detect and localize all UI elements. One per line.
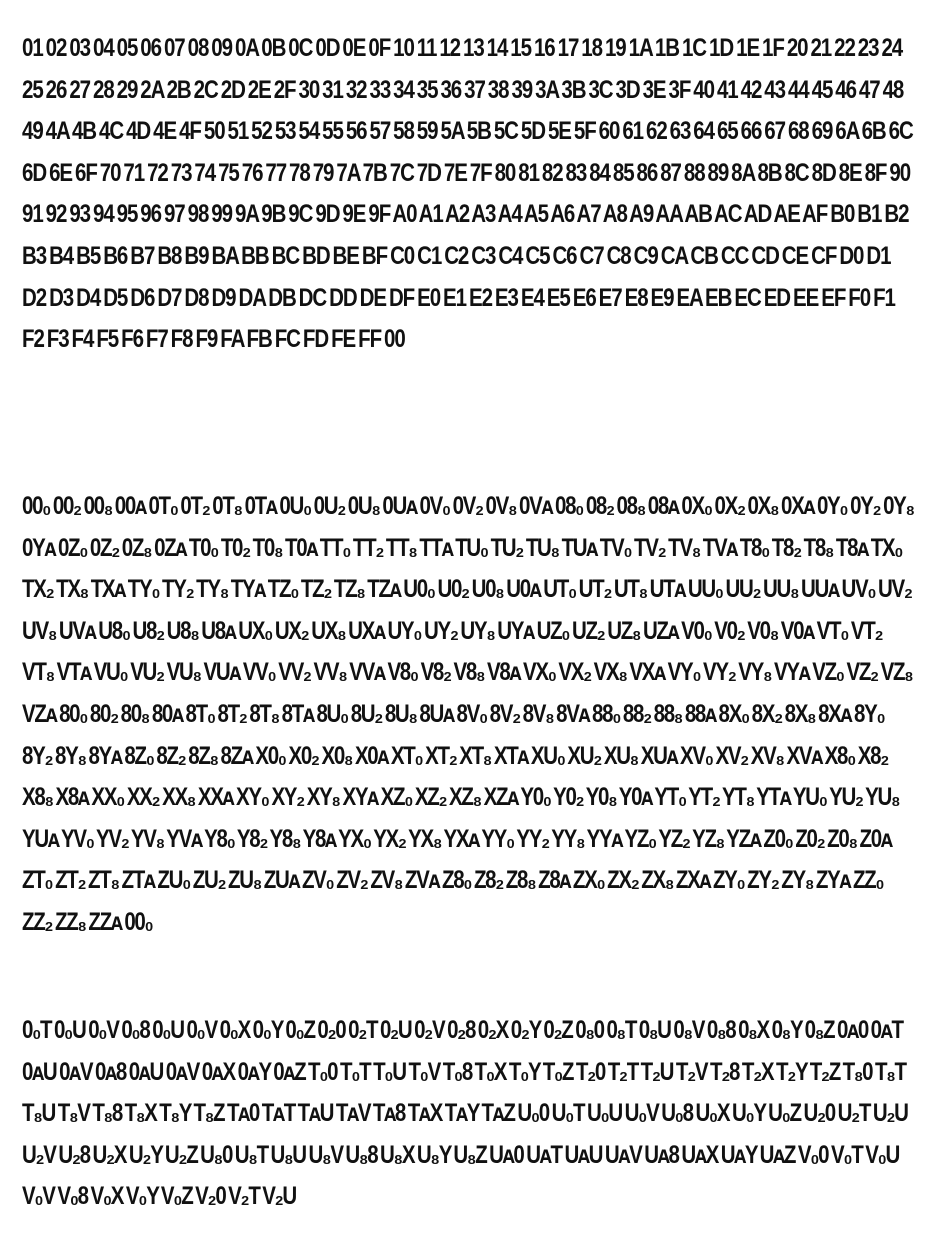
encoded-interleaved-sequence: 0₀T 0₀U 0₀V 0₀8 0₀U 0₀V 0₀X 0₀Y 0₀Z 0₂0 0₂T 0₂U 0₂V 0₂8 0₂X 0₂Y 0₂Z 0₈0 0₈T 0₈U 0₈V 0₈8 0₈X 0₈Y 0₈Z 0ᴀ0 0ᴀT 0ᴀU 0ᴀV 0ᴀ8 0ᴀU 0ᴀV 0ᴀX 0ᴀY 0ᴀZ T₀0 T₀T T₀U T₀V T₀8 T₀X T₀Y T₀Z T₂0 T₂T T₂U T₂V T₂8 T₂X T₂Y T₂Z T₈0 T₈T T₈U T₈V T₈8 T₈X T₈Y T₈Z Tᴀ0 TᴀT TᴀU TᴀV Tᴀ8 TᴀX TᴀY TᴀZ U₀0 U₀T U₀U U₀V U₀8 U₀X U₀Y U₀Z U₂0 U₂T U₂U U₂V U₂8 U₂X U₂Y U₂Z U₈0 U₈T U₈U U₈V U₈8 U₈X U₈Y U₈Z Uᴀ0 UᴀT UᴀU UᴀV Uᴀ8 UᴀX UᴀY UᴀZ V₀0 V₀T V₀U V₀V V₀8 V₀X V₀Y V₀Z V₂0 V₂T V₂U bbox=[22, 1016, 908, 1211]
hex-byte-sequence: 01 02 03 04 05 06 07 08 09 0A 0B 0C 0D 0E 0F 10 11 12 13 14 15 16 17 18 19 1A 1B 1C 1D 1E 1F 20 21 22 23 24 25 26 27 28 29 2A 2B 2C 2D 2E 2F 30 31 32 33 34 35 36 37 38 39 3A 3B 3C 3D 3E 3F 40 41 42 43 44 45 46 47 48 49 4A 4B 4C 4D 4E 4F 50 51 52 53 54 55 56 57 58 59 5A 5B 5C 5D 5E 5F 60 61 62 63 64 65 66 67 68 69 6A 6B 6C 6D 6E 6F 70 71 72 73 74 75 76 77 78 79 7A 7B 7C 7D 7E 7F 80 81 82 83 84 85 86 87 88 89 8A 8B 8C 8D 8E 8F 90 91 92 93 94 95 96 97 98 99 9A 9B 9C 9D 9E 9F A0 A1 A2 A3 A4 A5 A6 A7 A8 A9 AA AB AC AD AE AF B0 B1 B2 B3 B4 B5 B6 B7 B8 B9 BA BB BC BD BE BF C0 C1 C2 C3 C4 C5 C6 C7 C8 C9 CA CB CC CD CE CF D0 D1 D2 D3 D4 D5 D6 D7 D8 D9 DA DB DC DD DE DF E0 E1 E2 E3 E4 E5 E6 E7 E8 E9 EA EB EC ED EE EF F0 F1 F2 F3 F4 F5 F6 F7 F8 F9 FA FB FC FD FE FF 00 bbox=[22, 34, 913, 354]
encoded-subscript-sequence: 00₀ 00₂ 00₈ 00ᴀ 0T₀ 0T₂ 0T₈ 0Tᴀ 0U₀ 0U₂ 0U₈ 0Uᴀ 0V₀ 0V₂ 0V₈ 0Vᴀ 08₀ 08₂ 08₈ 08ᴀ 0X₀ 0X₂ 0X₈ 0Xᴀ 0Y₀ 0Y₂ 0Y₈ 0Yᴀ 0Z₀ 0Z₂ 0Z₈ 0Zᴀ T0₀ T0₂ T0₈ T0ᴀ TT₀ TT₂ TT₈ TTᴀ TU₀ TU₂ TU₈ TUᴀ TV₀ TV₂ TV₈ TVᴀ T8₀ T8₂ T8₈ T8ᴀ TX₀ TX₂ TX₈ TXᴀ TY₀ TY₂ TY₈ TYᴀ TZ₀ TZ₂ TZ₈ TZᴀ U0₀ U0₂ U0₈ U0ᴀ UT₀ UT₂ UT₈ UTᴀ UU₀ UU₂ UU₈ UUᴀ UV₀ UV₂ UV₈ UVᴀ U8₀ U8₂ U8₈ U8ᴀ UX₀ UX₂ UX₈ UXᴀ UY₀ UY₂ UY₈ UYᴀ UZ₀ UZ₂ UZ₈ UZᴀ V0₀ V0₂ V0₈ V0ᴀ VT₀ VT₂ VT₈ VTᴀ VU₀ VU₂ VU₈ VUᴀ VV₀ VV₂ VV₈ VVᴀ V8₀ V8₂ V8₈ V8ᴀ VX₀ VX₂ VX₈ VXᴀ VY₀ VY₂ VY₈ VYᴀ VZ₀ VZ₂ VZ₈ VZᴀ 80₀ 80₂ 80₈ 80ᴀ 8T₀ 8T₂ 8T₈ 8Tᴀ 8U₀ 8U₂ 8U₈ 8Uᴀ 8V₀ 8V₂ 8V₈ 8Vᴀ 88₀ 88₂ 88₈ 88ᴀ 8X₀ 8X₂ 8X₈ 8Xᴀ 8Y₀ 8Y₂ 8Y₈ 8Yᴀ 8Z₀ 8Z₂ 8Z₈ 8Zᴀ X0₀ X0₂ X0₈ X0ᴀ XT₀ XT₂ XT₈ XTᴀ XU₀ XU₂ XU₈ XUᴀ XV₀ XV₂ XV₈ XVᴀ X8₀ X8₂ X8₈ X8ᴀ XX₀ XX₂ XX₈ XXᴀ XY₀ XY₂ XY₈ XYᴀ XZ₀ XZ₂ XZ₈ XZᴀ Y0₀ Y0₂ Y0₈ Y0ᴀ YT₀ YT₂ YT₈ YTᴀ YU₀ YU₂ YU₈ YUᴀ YV₀ YV₂ YV₈ YVᴀ Y8₀ Y8₂ Y8₈ Y8ᴀ YX₀ YX₂ YX₈ YXᴀ YY₀ YY₂ YY₈ YYᴀ YZ₀ YZ₂ YZ₈ YZᴀ Z0₀ Z0₂ Z0₈ Z0ᴀ ZT₀ ZT₂ ZT₈ ZTᴀ ZU₀ ZU₂ ZU₈ ZUᴀ ZV₀ ZV₂ ZV₈ ZVᴀ Z8₀ Z8₂ Z8₈ Z8ᴀ ZX₀ ZX₂ ZX₈ ZXᴀ ZY₀ ZY₂ ZY₈ ZYᴀ ZZ₀ ZZ₂ ZZ₈ ZZᴀ 00₀ bbox=[22, 492, 914, 936]
